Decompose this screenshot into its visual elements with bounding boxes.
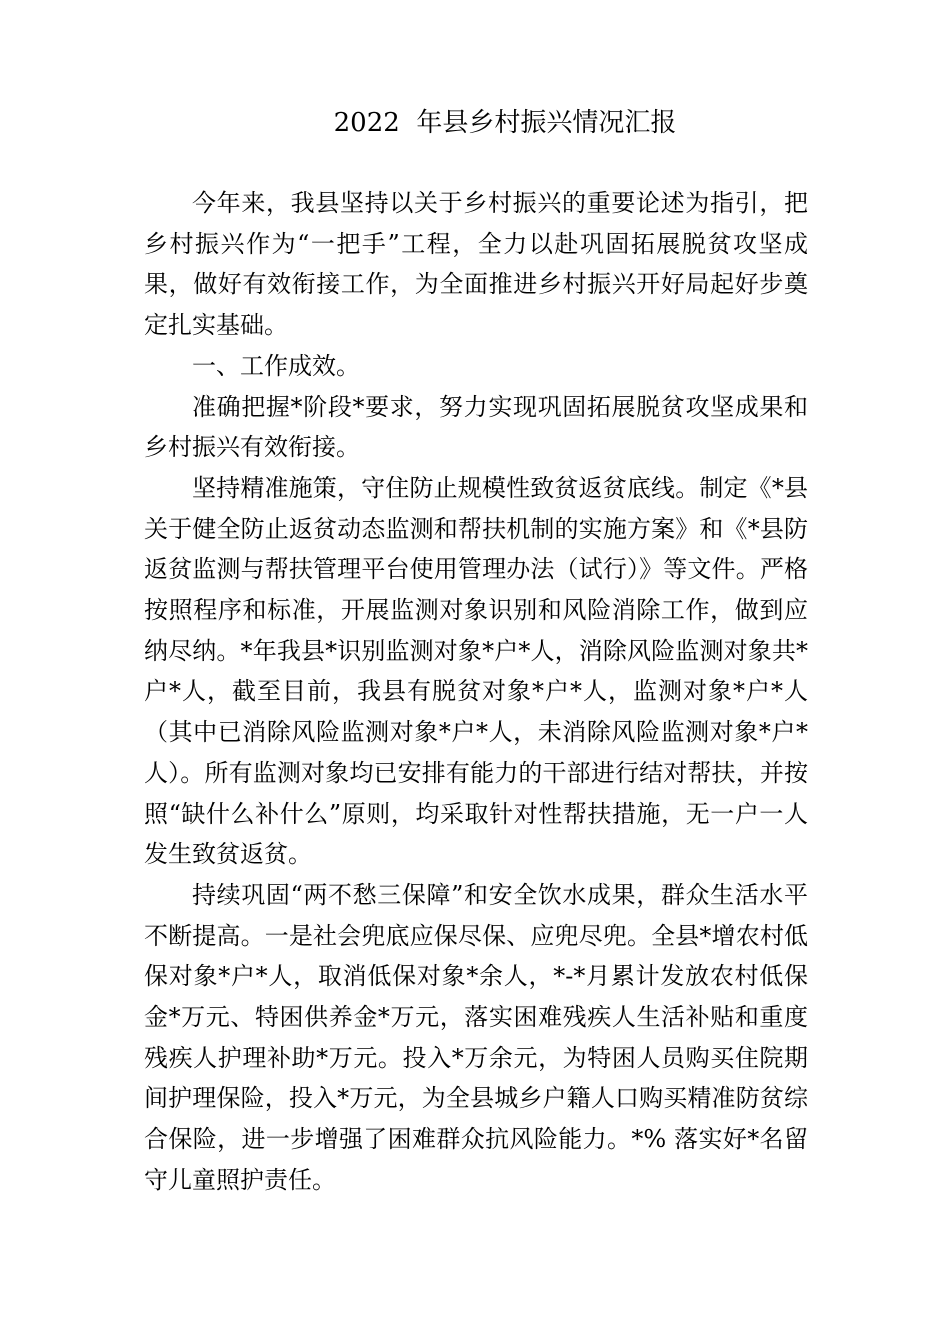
document-body — [144, 183, 808, 1201]
section-heading: 一、工作成效。 — [192, 351, 360, 380]
paragraph-precision-policy: 坚持精准施策，守住防止规模性致贫返贫底线。制定《*县关于健全防止返贫动态监测和帮扶机制的实施方案》和《*县防返贫监测与帮扶管理平台使用管理办法（试行）》等文件。严格按照程序和标准，开展监测对象识别和风险消除工作，做到应纳尽纳。*年我县*识别监测对象*户*人，消除风险监测对象共*户*人，截至目前，我县有脱贫对象*户*人，监测对象*户*人（其中已消除风险监测对象*户*人，未消除风险监测对象*户*人）。所有监测对象均已安排有能力的干部进行结对帮扶，并按照“缺什么补什么”原则，均采取针对性帮扶措施，无一户一人发生致贫返贫。 — [144, 473, 808, 869]
document-title: 2022 年县乡村振兴情况汇报 — [333, 108, 677, 138]
paragraph-summary: 准确把握*阶段*要求，努力实现巩固拓展脱贫攻坚成果和乡村振兴有效衔接。 — [144, 392, 808, 462]
paragraph-guarantees: 持续巩固“两不愁三保障”和安全饮水成果，群众生活水平不断提高。一是社会兜底应保尽保、应兜尽兜。全县*增农村低保对象*户*人，取消低保对象*余人，*-*月累计发放农村低保金*万元、特困供养金*万元，落实困难残疾人生活补贴和重度残疾人护理补助*万元。投入*万余元，为特困人员购买住院期间护理保险，投入*万元，为全县城乡户籍人口购买精准防贫综合保险，进一步增强了困难群众抗风险能力。*% 落实好*名留守儿童照护责任。 — [144, 880, 808, 1194]
paragraph-intro: 今年来，我县坚持以关于乡村振兴的重要论述为指引，把乡村振兴作为“一把手”工程，全力以赴巩固拓展脱贫攻坚成果，做好有效衔接工作，为全面推进乡村振兴开好局起好步奠定扎实基础。 — [144, 189, 808, 340]
